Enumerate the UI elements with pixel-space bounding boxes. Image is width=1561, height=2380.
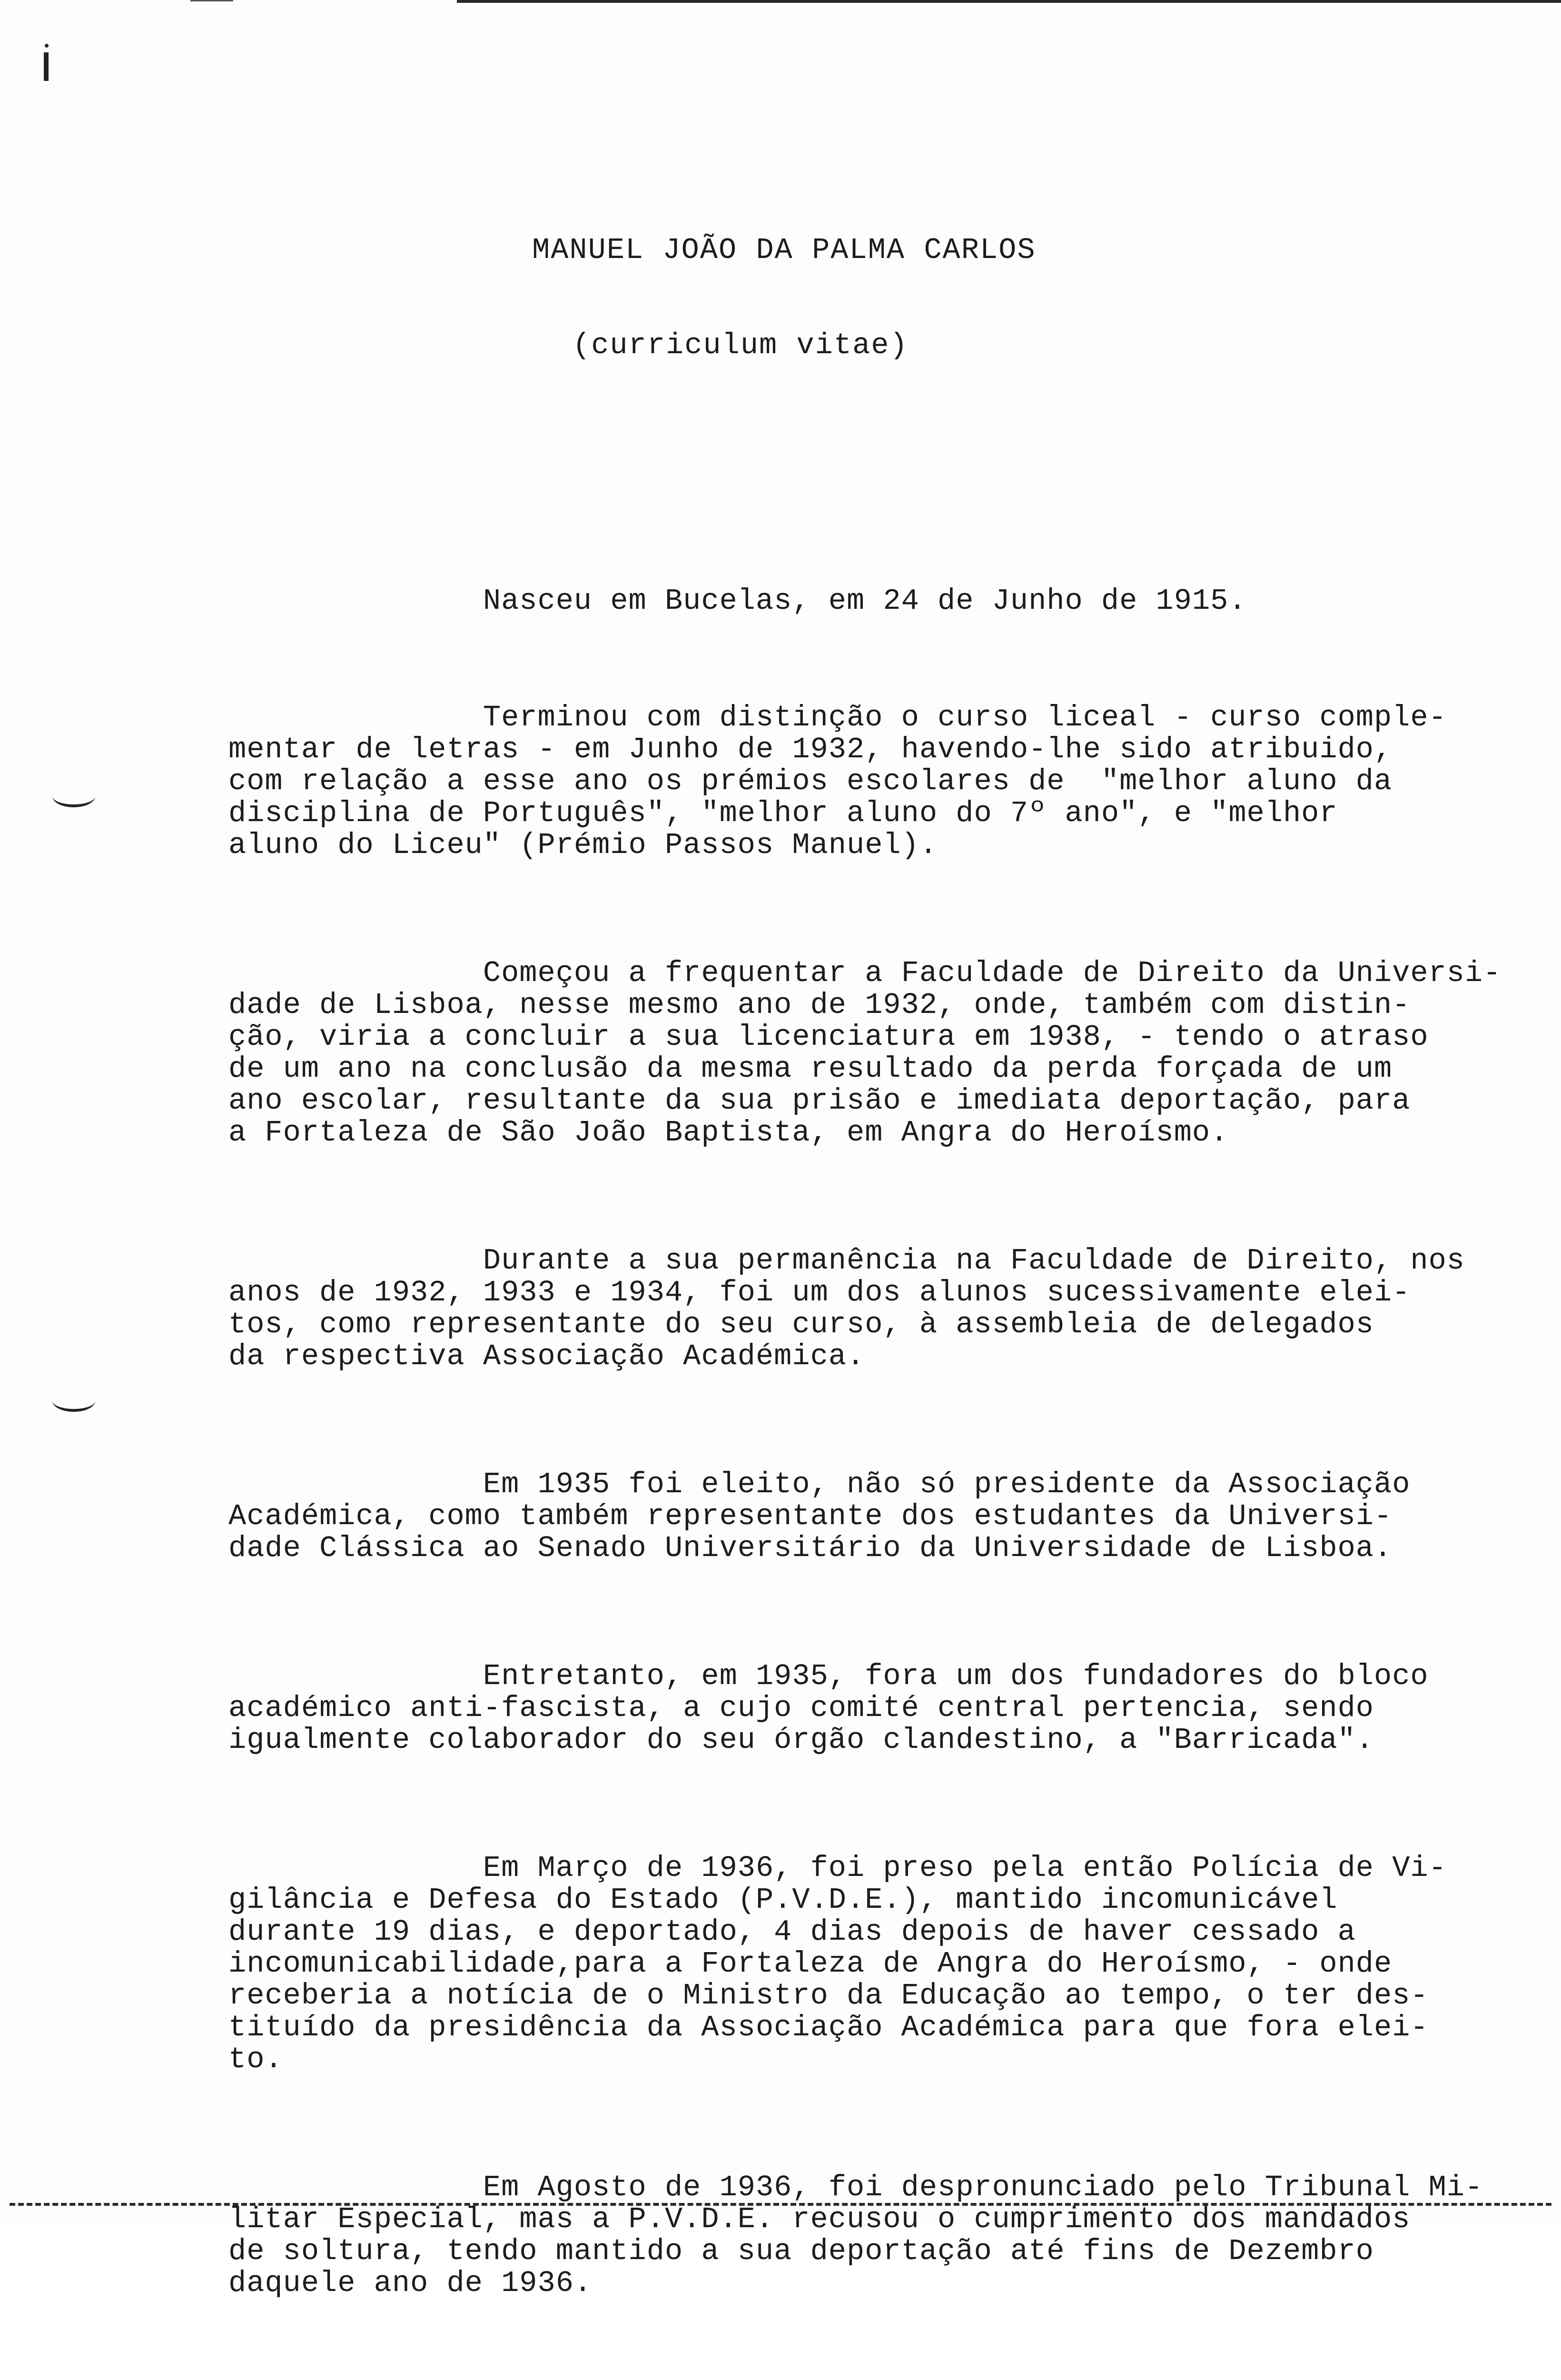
paragraph-military-tribunal: Em Agosto de 1936, foi despronunciado pelo Tribunal Mi- litar Especial, mas a P.V.D.E. recusou o cumprimento dos mandados de soltura, tendo mantido a sua deportação até fins de Dezembro daquele ano de 1936. xyxy=(228,2171,1483,2300)
document-subtitle: (curriculum vitae) xyxy=(573,328,909,362)
top-left-edge-line xyxy=(190,0,233,1)
top-page-edge-line xyxy=(457,0,1561,3)
paragraph-arrest: Em Março de 1936, foi preso pela então Polícia de Vi- gilância e Defesa do Estado (P.V.D.E.), mantido incomunicável durante 19 dias, e deportado, 4 dias depois de haver cessado a incomunicabilidade,para a Fortaleza de Angra do Heroísmo, - onde receberia a notícia de o Ministro da Educação ao tempo, o ter des- tituído da presidência da Associação Académica para que fora elei- to. xyxy=(228,1851,1447,2076)
paragraph-president: Em 1935 foi eleito, não só presidente da Associação Académica, como também representante dos estudantes da Universi- dade Clássica ao Senado Universitário da Universidade de Lisboa. xyxy=(228,1468,1411,1565)
paragraph-anti-fascist-bloc: Entretanto, em 1935, fora um dos fundadores do bloco académico anti-fascista, a cujo comité central pertencia, sendo igualmente colaborador do seu órgão clandestino, a "Barricada". xyxy=(228,1659,1429,1757)
paragraph-delegate: Durante a sua permanência na Faculdade de Direito, nos anos de 1932, 1933 e 1934, foi um dos alunos sucessivamente elei- tos, como representante do seu curso, à assembleia de delegados da respectiva Associação Académica. xyxy=(228,1244,1465,1373)
bottom-page-edge-line xyxy=(10,2203,1551,2206)
corner-ink-mark xyxy=(44,52,49,81)
binder-hole-mark xyxy=(52,1390,95,1412)
binder-hole-mark xyxy=(52,785,95,807)
document-title: MANUEL JOÃO DA PALMA CARLOS xyxy=(532,233,1036,267)
paragraph-secondary-school: Terminou com distinção o curso liceal - curso comple- mentar de letras - em Junho de 1932, havendo-lhe sido atribuido, com relação a esse ano os prémios escolares de "melhor aluno da disciplina de Português", "melhor aluno do 7º ano", e "melhor aluno do Liceu" (Prémio Passos Manuel). xyxy=(228,701,1447,862)
corner-ink-dot xyxy=(45,44,49,48)
document-body xyxy=(228,521,1532,2380)
paragraph-university: Começou a frequentar a Faculdade de Direito da Universi- dade de Lisboa, nesse mesmo ano de 1932, onde, também com distin- ção, viria a concluir a sua licenciatura em 1938, - tendo o atraso de um ano na conclusão da mesma resultado da perda forçada de um ano escolar, resultante da sua prisão e imediata deportação, para a Fortaleza de São João Baptista, em Angra do Heroísmo. xyxy=(228,956,1502,1150)
paragraph-birth: Nasceu em Bucelas, em 24 de Junho de 1915. xyxy=(228,584,1247,618)
